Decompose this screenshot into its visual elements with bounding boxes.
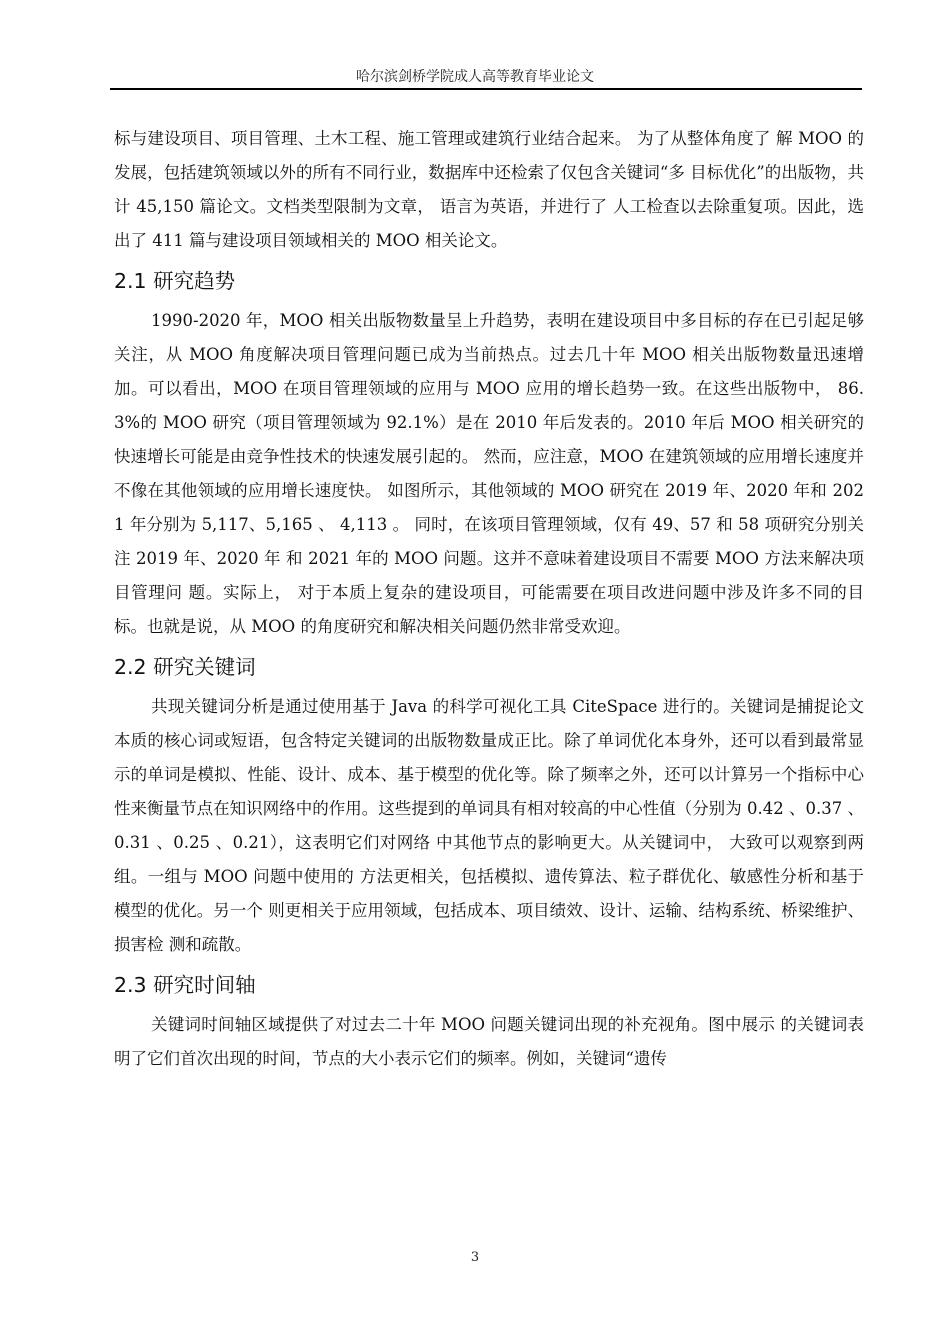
header-title: 哈尔滨剑桥学院成人高等教育毕业论文 bbox=[356, 69, 594, 85]
section-research-keywords bbox=[114, 648, 864, 962]
section-heading: 2.2 研究关键词 bbox=[114, 655, 256, 679]
section-paragraph: 1990-2020 年，MOO 相关出版物数量呈上升趋势，表明在建设项目中多目标的存在已引起足够关注，从 MOO 角度解决项目管理问题已成为当前热点。过去几十年 MOO 相关出版物数量迅速增加。可以看出，MOO 在项目管理领域的应用与 MOO 应用的增长趋势一致。在这些出版物中， 86.3%的 MOO 研究（项目管理领域为 92.1%）是在 2010 年后发表的。2010 年后 MOO 相关研究的快速增长可能是由竞争性技术的快速发展引起的。 然而，应注意，MOO 在建筑领域的应用增长速度并不像在其他领域的应用增长速度快。 如图所示，其他领域的 MOO 研究在 2019 年、2020 年和 2021 年分别为 5,117、5,165 、 4,113 。 同时，在该项目管理领域，仅有 49、57 和 58 项研究分别关注 2019 年、2020 年 和 2021 年的 MOO 问题。这并不意味着建设项目不需要 MOO 方法来解决项目管理问 题。实际上， 对于本质上复杂的建设项目，可能需要在项目改进问题中涉及许多不同的目 标。也就是说，从 MOO 的角度研究和解决相关问题仍然非常受欢迎。 bbox=[114, 311, 864, 636]
section-research-timeline bbox=[114, 966, 864, 1076]
page-body bbox=[114, 122, 864, 1076]
intro-paragraph: 标与建设项目、项目管理、土木工程、施工管理或建筑行业结合起来。 为了从整体角度了 解 MOO 的发展，包括建筑领域以外的所有不同行业，数据库中还检索了仅包含关键词“多 目标优化”的出版物，共计 45,150 篇论文。文档类型限制为文章， 语言为英语，并进行了 人工检查以去除重复项。因此，选出了 411 篇与建设项目领域相关的 MOO 相关论文。 bbox=[114, 129, 864, 250]
header-rule bbox=[110, 88, 862, 90]
section-heading: 2.1 研究趋势 bbox=[114, 269, 236, 293]
section-heading: 2.3 研究时间轴 bbox=[114, 973, 256, 997]
section-paragraph: 共现关键词分析是通过使用基于 Java 的科学可视化工具 CiteSpace 进行的。关键词是捕捉论文本质的核心词或短语，包含特定关键词的出版物数量成正比。除了单词优化本身外，还可以看到最常显示的单词是模拟、性能、设计、成本、基于模型的优化等。除了频率之外，还可以计算另一个指标中心性来衡量节点在知识网络中的作用。这些提到的单词具有相对较高的中心性值（分别为 0.42 、0.37 、0.31 、0.25 、0.21），这表明它们对网络 中其他节点的影响更大。从关键词中， 大致可以观察到两组。一组与 MOO 问题中使用的 方法更相关，包括模拟、遗传算法、粒子群优化、敏感性分析和基于模型的优化。另一个 则更相关于应用领域，包括成本、项目绩效、设计、运输、结构系统、桥梁维护、损害检 测和疏散。 bbox=[114, 697, 864, 954]
page-number: 3 bbox=[470, 1250, 480, 1265]
section-research-trend bbox=[114, 262, 864, 644]
section-paragraph: 关键词时间轴区域提供了对过去二十年 MOO 问题关键词出现的补充视角。图中展示 的关键词表明了它们首次出现的时间，节点的大小表示它们的频率。例如，关键词“遗传 bbox=[114, 1015, 864, 1068]
